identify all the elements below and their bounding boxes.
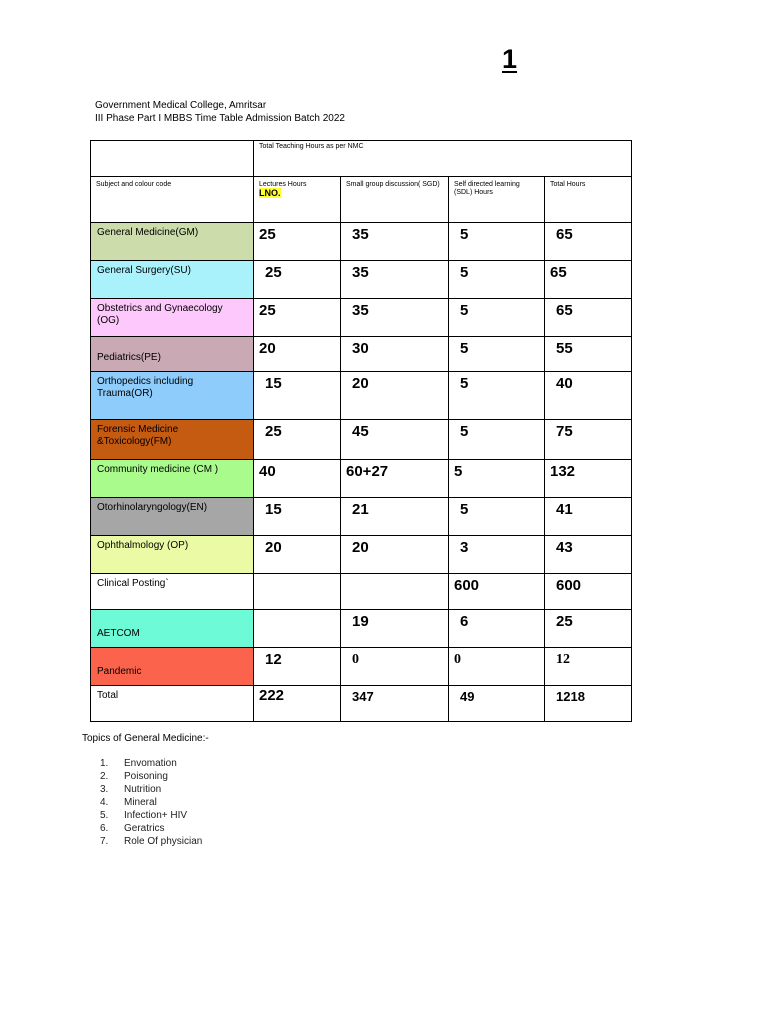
blank-cell: [91, 141, 254, 177]
sdl-cell: 600: [449, 574, 545, 610]
table-row: [91, 498, 632, 536]
table-row: [91, 536, 632, 574]
sgd-cell: 35: [341, 261, 449, 299]
table-row: [91, 299, 632, 337]
lectures-cell: 25: [254, 299, 341, 337]
sgd-cell: 19: [341, 610, 449, 648]
subject-cell: General Medicine(GM): [91, 223, 254, 261]
lectures-cell: 12: [254, 648, 341, 686]
list-item: 6. Geratrics: [100, 823, 165, 834]
table-row-total: [91, 686, 632, 722]
lectures-cell: 40: [254, 460, 341, 498]
list-item: 4. Mineral: [100, 797, 157, 808]
lectures-cell: 222: [254, 686, 341, 722]
col-header-sgd: Small group discussion( SGD): [341, 177, 449, 223]
total-cell: 132: [545, 460, 632, 498]
total-cell: 55: [545, 337, 632, 372]
list-item: 5. Infection+ HIV: [100, 810, 188, 821]
subject-cell: Pediatrics(PE): [91, 337, 254, 372]
subject-cell: Orthopedics including Trauma(OR): [91, 372, 254, 420]
subject-cell: Total: [91, 686, 254, 722]
subject-cell: AETCOM: [91, 610, 254, 648]
total-cell: 40: [545, 372, 632, 420]
total-hours-heading: Total Teaching Hours as per NMC: [254, 141, 632, 177]
table-row: [91, 574, 632, 610]
sgd-cell: 30: [341, 337, 449, 372]
table-row: [91, 223, 632, 261]
sgd-cell: 347: [341, 686, 449, 722]
lectures-cell: 15: [254, 498, 341, 536]
sgd-cell: 60+27: [341, 460, 449, 498]
total-cell: 41: [545, 498, 632, 536]
sgd-cell: 45: [341, 420, 449, 460]
col-header-subject: Subject and colour code: [91, 177, 254, 223]
sdl-cell: 5: [449, 261, 545, 299]
list-item: 2. Poisoning: [100, 771, 168, 782]
sdl-cell: 0: [449, 648, 545, 686]
sgd-cell: 0: [341, 648, 449, 686]
total-cell: 75: [545, 420, 632, 460]
sdl-cell: 5: [449, 372, 545, 420]
sdl-cell: 6: [449, 610, 545, 648]
lno-highlight: LNO.: [259, 188, 281, 198]
sdl-cell: 49: [449, 686, 545, 722]
page-number: 1: [502, 44, 518, 74]
sdl-cell: 5: [449, 420, 545, 460]
lectures-cell: 15: [254, 372, 341, 420]
col-header-total: Total Hours: [545, 177, 632, 223]
sdl-cell: 5: [449, 498, 545, 536]
lectures-cell: 25: [254, 420, 341, 460]
table-row: [91, 648, 632, 686]
table-header-row: [91, 177, 632, 223]
table-row: [91, 337, 632, 372]
lectures-cell: [254, 610, 341, 648]
subject-cell: Community medicine (CM ): [91, 460, 254, 498]
col-header-sdl: Self directed learning (SDL) Hours: [449, 177, 545, 223]
total-cell: 12: [545, 648, 632, 686]
table-row: [91, 460, 632, 498]
sgd-cell: [341, 574, 449, 610]
sgd-cell: 20: [341, 536, 449, 574]
total-cell: 65: [545, 299, 632, 337]
col-header-lectures: Lectures Hours LNO.: [254, 177, 341, 223]
list-item: 7. Role Of physician: [100, 836, 203, 847]
subject-cell: Forensic Medicine &Toxicology(FM): [91, 420, 254, 460]
sgd-cell: 35: [341, 299, 449, 337]
list-item: 3. Nutrition: [100, 784, 162, 795]
sdl-cell: 5: [449, 299, 545, 337]
subject-cell: Obstetrics and Gynaecology (OG): [91, 299, 254, 337]
table-row: [91, 420, 632, 460]
document-header: [95, 99, 345, 125]
total-cell: 25: [545, 610, 632, 648]
lectures-cell: 25: [254, 261, 341, 299]
table-row: [91, 610, 632, 648]
sgd-cell: 20: [341, 372, 449, 420]
sgd-cell: 21: [341, 498, 449, 536]
lectures-cell: 20: [254, 536, 341, 574]
table-row: [91, 261, 632, 299]
sdl-cell: 5: [449, 337, 545, 372]
total-cell: 65: [545, 261, 632, 299]
subject-cell: Clinical Posting`: [91, 574, 254, 610]
topics-title: Topics of General Medicine:-: [82, 733, 209, 744]
sgd-cell: 35: [341, 223, 449, 261]
topics-list: [94, 757, 202, 848]
subject-cell: Ophthalmology (OP): [91, 536, 254, 574]
list-item: 1. Envomation: [100, 758, 177, 769]
lectures-cell: 25: [254, 223, 341, 261]
total-cell: 43: [545, 536, 632, 574]
lectures-cell: 20: [254, 337, 341, 372]
subject-cell: Otorhinolaryngology(EN): [91, 498, 254, 536]
sdl-cell: 5: [449, 223, 545, 261]
lectures-cell: [254, 574, 341, 610]
teaching-hours-table: [90, 140, 632, 722]
table-top-row: [91, 141, 632, 177]
college-name: Government Medical College, Amritsar: [95, 100, 267, 111]
subject-cell: Pandemic: [91, 648, 254, 686]
total-cell: 65: [545, 223, 632, 261]
timetable-title: III Phase Part I MBBS Time Table Admission Batch 2022: [95, 113, 345, 124]
sdl-cell: 5: [449, 460, 545, 498]
total-cell: 600: [545, 574, 632, 610]
total-cell: 1218: [545, 686, 632, 722]
subject-cell: General Surgery(SU): [91, 261, 254, 299]
sdl-cell: 3: [449, 536, 545, 574]
table-row: [91, 372, 632, 420]
